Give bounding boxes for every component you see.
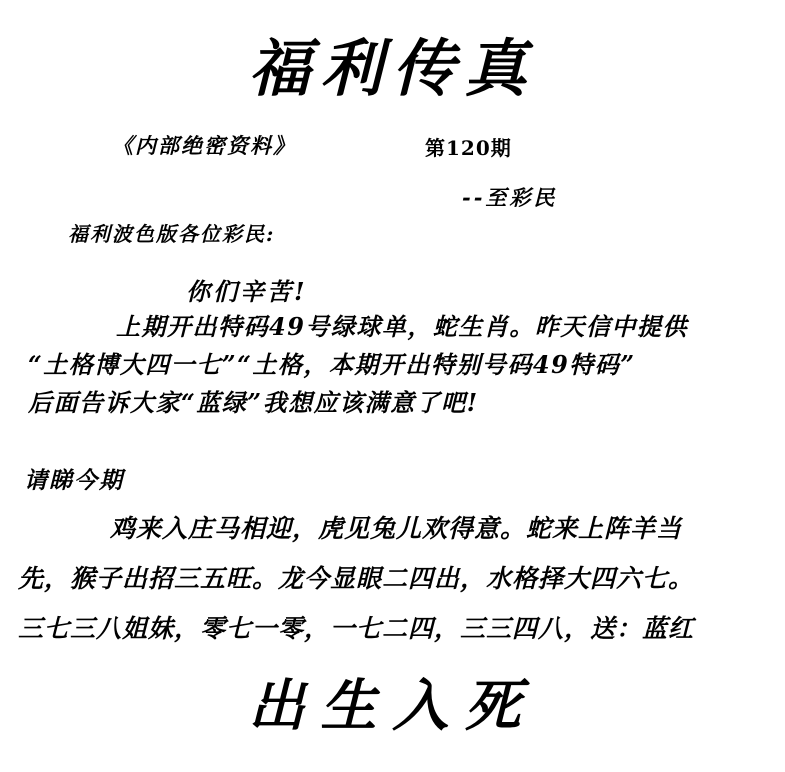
page-title: 福利传真	[248, 32, 537, 105]
footer-slogan: 出生入死	[248, 673, 537, 739]
body-text	[24, 308, 764, 422]
poem-line: 鸡来入庄马相迎，虎见兔儿欢得意。蛇来上阵羊当	[110, 514, 683, 543]
salutation-line: 你们辛苦!	[186, 277, 308, 306]
body-line: 上期开出特码49号绿球单，蛇生肖。昨天信中提供	[116, 312, 688, 341]
body-line: 后面告诉大家“蓝绿”我想应该满意了吧!	[28, 388, 479, 417]
greeting-line: 福利波色版各位彩民:	[68, 222, 276, 246]
request-line: 请睇今期	[24, 467, 124, 494]
confidential-label: 《内部绝密资料》	[112, 133, 296, 158]
poem-line: 先，猴子出招三五旺。龙今显眼二四出，水格择大四六七。	[18, 564, 695, 593]
issue-number: 第120期	[425, 136, 512, 160]
subtitle-row	[0, 130, 785, 210]
body-line: “土格博大四一七”“土格，本期开出特别号码49特码”	[28, 350, 636, 379]
poem-line: 三七三八姐妹，零七一零，一七二四，三三四八，送：蓝红	[18, 614, 695, 643]
addressed-to: --至彩民	[462, 185, 558, 210]
poem-block	[18, 504, 768, 654]
